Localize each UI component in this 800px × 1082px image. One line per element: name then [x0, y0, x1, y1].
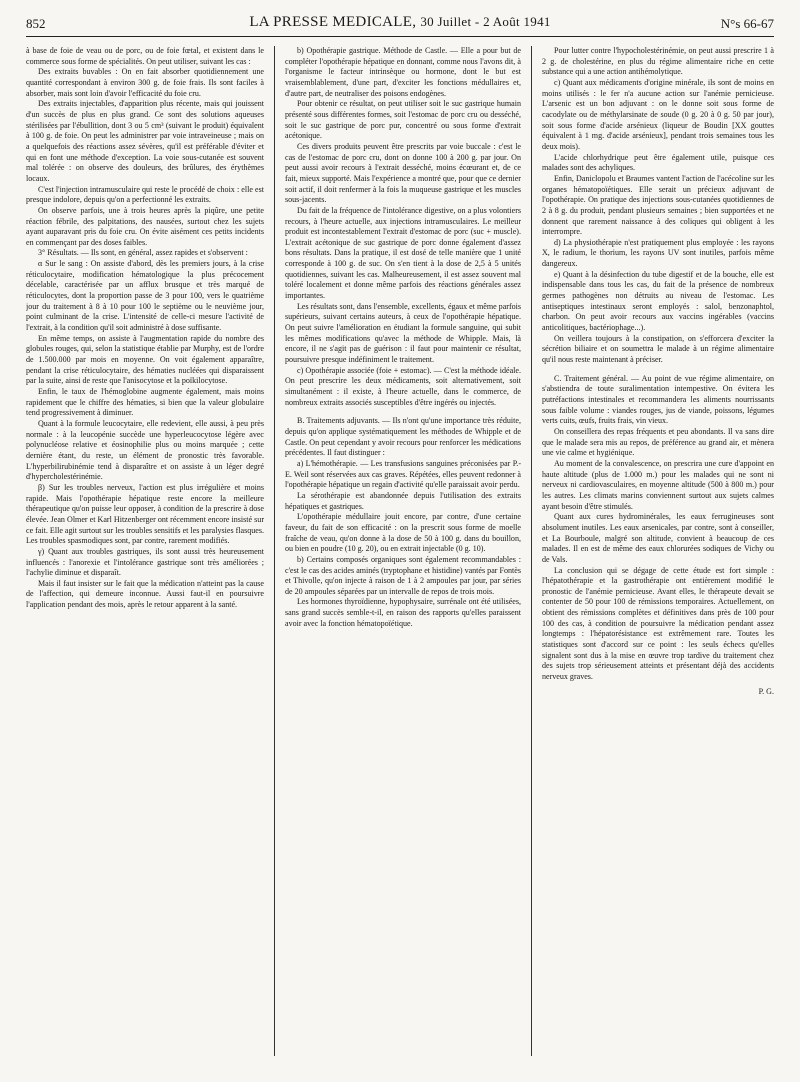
journal-title: LA PRESSE MEDICALE,: [249, 14, 417, 30]
column-3: [542, 46, 774, 1061]
paragraph: L'acide chlorhydrique peut être également utile, puisque ces malades sont des achyliques.: [542, 152, 774, 173]
issue-date: 30 Juillet - 2 Août 1941: [420, 14, 551, 29]
paragraph: Au moment de la convalescence, on prescrira une cure d'appoint en haute altitude (plus de 1.000 m.) pour les malades qui ne sont ni nerveux ni cardiovasculaires, en moyenne altitude (500 à 800 m.) pour les autres. Les climats marins conviennent surtout aux sujets calmes ayant besoin d'être stimulés.: [542, 458, 774, 511]
paragraph: On conseillera des repas fréquents et peu abondants. Il va sans dire que le malade sera mis au repos, de préférence au grand air, et mènera une vie calme et hygiénique.: [542, 426, 774, 458]
paragraph: a) L'hémothérapie. — Les transfusions sanguines préconisées par P.-E. Weil sont réservées aux cas graves. Répétées, elles peuvent redonner à l'opothérapie hépatique un regain d'activité qu'elle paraissait avoir perdu.: [285, 458, 521, 490]
paragraph: Pour lutter contre l'hypocholestérinémie, on peut aussi prescrire 1 à 2 g. de cholestérine, en plus du régime alimentaire riche en cette substance qui a une action antihémolytique.: [542, 46, 774, 77]
issue-number: N°s 66-67: [720, 16, 774, 31]
paragraph: β) Sur les troubles nerveux, l'action est plus irrégulière et moins rapide. Mais l'opothérapie hépatique reste encore la meilleure thérapeutique qu'on puisse leur opposer, à condition de la prescrire à dose élevée. Jean Olmer et Karl Hitzenberger ont récemment encore insisté sur ce fait. Elle agit surtout sur les troubles sensitifs et les paralysies flasques. Les troubles spasmodiques sont, par contre, rarement modifiés.: [26, 482, 264, 546]
journal-title-line: [26, 14, 774, 31]
paragraph: Ces divers produits peuvent être prescrits par voie buccale : c'est le cas de l'estomac de porc cru, dont on donne 100 à 200 g. par jour. On peut aussi avoir recours à l'extrait desséché, moins écœurant et, de ce fait, mieux supporté. Mais l'expérience a montré que, pour que ce dernier soit actif, il doit renfermer à la fois la muqueuse gastrique et les muscles sous-jacents.: [285, 141, 521, 205]
section-heading-paragraph: B. Traitements adjuvants. — Ils n'ont qu'une importance très réduite, depuis qu'on applique systématiquement les méthodes de Whipple et de Castle. On peut cependant y avoir recours pour renforcer les médications précédentes. Il faut distinguer :: [285, 416, 521, 458]
paragraph: On observe parfois, une à trois heures après la piqûre, une petite réaction fébrile, des palpitations, des nausées, surtout chez les sujets ayant auparavant pris du foie cru. On évite aisément ces petits incidents en commençant par des doses faibles.: [26, 205, 264, 247]
column-1: [26, 46, 264, 1061]
paragraph: b) Opothérapie gastrique. Méthode de Castle. — Elle a pour but de compléter l'opothérapie hépatique en donnant, comme nous l'avons dit, à l'organisme le facteur intrinsèque ou hormone, dont le but est vraisemblablement, d'une part, d'exciter les fonctions médullaires et, d'autre part, de neutraliser des poisons endogènes.: [285, 46, 521, 98]
paragraph: c) Quant aux médicaments d'origine minérale, ils sont de moins en moins utilisés : le fer n'a aucune action sur l'anémie pernicieuse. L'arsenic est un bon adjuvant : on le donne soit sous forme de cacodylate ou de méthylarsinate de soude (0 g. 20 à 0 g. 50 par jour), soit sous forme d'acide arsénieux (liqueur de Boudin [XX gouttes équivalent à 1 mg. d'acide arsénieux], pendant trois semaines tous les deux mois).: [542, 77, 774, 151]
paragraph: Quant aux cures hydrominérales, les eaux ferrugineuses sont absolument inutiles. Les eaux arsenicales, par contre, sont à conseiller, et La Bourboule, malgré son altitude, convient à beaucoup de ces malades. Il en est de même des eaux chlorurées sodiques de Vichy ou de Vals.: [542, 512, 774, 564]
paragraph: Quant à la formule leucocytaire, elle redevient, elle aussi, à peu près normale : à la leucopénie succède une hyperleucocytose légère avec polynucléose relative et éosinophilie plus ou moins marquée ; cette dernière étant, du reste, un élément de pronostic très favorable. L'hyperbilirubinémie tend à disparaître et on assiste à un léger degré d'hypercholestérinémie.: [26, 418, 264, 482]
column-2: [285, 46, 521, 1061]
paragraph: γ) Quant aux troubles gastriques, ils sont aussi très heureusement influencés : l'anorexie et l'intolérance gastrique sont très améliorées ; l'achylie diminue et disparaît.: [26, 546, 264, 578]
paragraph: Des extraits injectables, d'apparition plus récente, mais qui jouissent d'un succès de plus en plus grand. Ce sont des solutions aqueuses stérilisées par l'ébullition, dont 3 ou 5 cm³ (suivant le produit) équivalent à 100 g. de foie. On peut les administrer par voie intraveineuse ; mais on a quelquefois des réactions assez sévères, qu'il est préférable d'éviter et qui en font une méthode d'exception. La voie sous-cutanée est souvent mal tolérée : on observe des douleurs, des brûlures, des érythèmes locaux.: [26, 99, 264, 183]
paragraph: c) Opothérapie associée (foie + estomac). — C'est la méthode idéale. On peut prescrire les deux médicaments, soit alternativement, soit simultanément : il existe, à l'heure actuelle, dans le commerce, de nombreux extraits associés susceptibles d'être ingérés ou injectés.: [285, 365, 521, 407]
paragraph: Du fait de la fréquence de l'intolérance digestive, on a plus volontiers recours, à l'heure actuelle, aux injections intramusculaires. Le meilleur produit est incontestablement l'extrait d'estomac de porc (suc + muscle). L'extrait acétonique de suc gastrique de porc donne également d'assez bons résultats. Dans la pratique, il est dosé de telle manière que 1 unité corresponde à 100 g. de suc. On s'en tient à la dose de 2,5 à 5 unités quotidiennes, suivant les cas. Malheureusement, il est assez souvent mal toléré localement et donne même parfois des réactions générales assez importantes.: [285, 205, 521, 301]
paragraph: La conclusion qui se dégage de cette étude est fort simple : l'hépatothérapie et la gastrothérapie ont entièrement modifié le pronostic de l'anémie pernicieuse. Avant elles, le thérapeute devait se contenter de 50 pour 100 de rémissions temporaires. Actuellement, on obtient des rémissions complètes et définitives dans près de 100 pour 100 des cas, à condition de poursuivre la médication pendant assez longtemps : l'hépatorésistance est extrêmement rare. Toutes les statistiques sont d'accord sur ce point : les seuls échecs qu'elles signalent sont dus à la mise en œuvre trop tardive du traitement chez des sujets trop sérieusement atteints et présentant déjà des accidents nerveux graves.: [542, 565, 774, 682]
paragraph: à base de foie de veau ou de porc, ou de foie fœtal, et existent dans le commerce sous forme de spécialités. On peut utiliser, suivant les cas :: [26, 46, 264, 66]
page-number: 852: [26, 16, 46, 31]
paragraph: C'est l'injection intramusculaire qui reste le procédé de choix : elle est presque indolore, depuis qu'on a perfectionné les extraits.: [26, 184, 264, 205]
paragraph: α Sur le sang : On assiste d'abord, dès les premiers jours, à la crise réticulocytaire, modification hématologique la plus précocement décelable, caractérisée par un afflux brusque et très marqué de réticulocytes, dont la proportion passe de 3 pour 100, vers le quatrième jour du traitement à 8 à 10 pour 100 le septième ou le neuvième jour, point culminant de la crise. L'intensité de celle-ci mesure l'activité de l'extrait, à la condition qu'il soit administré à dose suffisante.: [26, 259, 264, 333]
paragraph: b) Certains composés organiques sont également recommandables : c'est le cas des acides aminés (tryptophane et histidine) vantés par Fontès et Thivolle, qu'on injecte à raison de 1 à 2 ampoules par jour, par séries de 20 ampoules séparées par un intervalle de repos de trois mois.: [285, 554, 521, 596]
paragraph: La sérothérapie est abandonnée depuis l'utilisation des extraits hépatiques et gastriques.: [285, 490, 521, 511]
paragraph: En même temps, on assiste à l'augmentation rapide du nombre des globules rouges, qui, selon la statistique établie par Murphy, est de l'ordre de 1.500.000 par mois en moyenne. On voit également apparaître, pendant la crise réticulocytaire, des hématies nucléées qui disparaissent par la suite, ainsi de reste que l'anisocytose et la poïkilocytose.: [26, 333, 264, 386]
paragraph: Mais il faut insister sur le fait que la médication n'atteint pas la cause de l'affection, qui demeure inconnue. Aussi faut-il en poursuivre l'application pendant des mois, après le retour apparent à la santé.: [26, 578, 264, 610]
section-heading-paragraph: C. Traitement général. — Au point de vue régime alimentaire, on s'abstiendra de toute suralimentation intempestive. On évitera les putréfactions intestinales et recommandera les aliments nourrissants sous faible volume : viandes rouges, jus de viande, poissons, légumes verts cuits, œufs, fruits frais, vin vieux.: [542, 373, 774, 426]
paragraph: e) Quant à la désinfection du tube digestif et de la bouche, elle est indispensable dans tous les cas, du fait de la présence de nombreux germes pathogènes non détruits au niveau de l'estomac. Les antiseptiques intestinaux seront employés : salol, benzonaphtol, charbon. On peut avoir recours aux vaccins ingérables (vaccins anticolitiques, bactériophage...).: [542, 269, 774, 333]
paragraph: Des extraits buvables : On en fait absorber quotidiennement une quantité correspondant à environ 300 g. de foie frais. Ils sont faciles à absorber, mais sont loin d'avoir l'efficacité du foie cru.: [26, 67, 264, 98]
paragraph: L'opothérapie médullaire jouit encore, par contre, d'une certaine faveur, du fait de son efficacité : on la prescrit sous forme de moelle fraîche de veau, qu'on donne à la dose de 50 à 100 g. dans du bouillon, ou bien en poudre (10 g. 20), ou en extrait injectable (0 g. 10).: [285, 512, 521, 554]
column-rule: [274, 46, 275, 1056]
paragraph: d) La physiothérapie n'est pratiquement plus employée : les rayons X, le radium, le thorium, les rayons UV sont inutiles, parfois même dangereux.: [542, 237, 774, 269]
page-header: [26, 14, 774, 37]
column-rule: [531, 46, 532, 1056]
paragraph: Les résultats sont, dans l'ensemble, excellents, égaux et même parfois supérieurs, suivant certains auteurs, à ceux de l'opothérapie hépatique. On peut suivre l'amélioration en étudiant la formule sanguine, qui subit les mêmes modifications qu'avec la méthode de Whipple. Mais, là encore, il ne s'agit pas de guérison : il faut pour maintenir ce résultat, poursuivre presque indéfiniment le traitement.: [285, 301, 521, 365]
paragraph: Les hormones thyroïdienne, hypophysaire, surrénale ont été utilisées, sans grand succès semble-t-il, en raison des rapports qu'elles paraissent avoir avec la fonction hématopoïétique.: [285, 597, 521, 628]
paragraph: Enfin, le taux de l'hémoglobine augmente également, mais moins rapidement que le chiffre des hématies, si bien que la valeur globulaire tend progressivement à diminuer.: [26, 387, 264, 418]
author-signature: P. G.: [758, 686, 774, 696]
paragraph: On veillera toujours à la constipation, on s'efforcera d'exciter la sécrétion biliaire et on soumettra le malade à un régime alimentaire qu'il nous reste maintenant à préciser.: [542, 333, 774, 365]
paragraph: Enfin, Daniclopolu et Braumes vantent l'action de l'acécoline sur les organes hématopoïétiques. Elle serait un précieux adjuvant de l'opothérapie. On pratique des injections sous-cutanées quotidiennes de 2 à 8 g. du produit, pendant plusieurs semaines ; bien supportées et ne donnent que rarement naissance à des coliques qui obligent à les interrompre.: [542, 173, 774, 237]
paragraph: 3° Résultats. — Ils sont, en général, assez rapides et s'observent :: [38, 248, 248, 258]
paragraph: Pour obtenir ce résultat, on peut utiliser soit le suc gastrique humain présenté sous différentes formes, soit l'estomac de porc cru ou desséché, soit le suc gastrique de porc pur, concentré ou sous forme d'extrait acétonique.: [285, 99, 521, 141]
